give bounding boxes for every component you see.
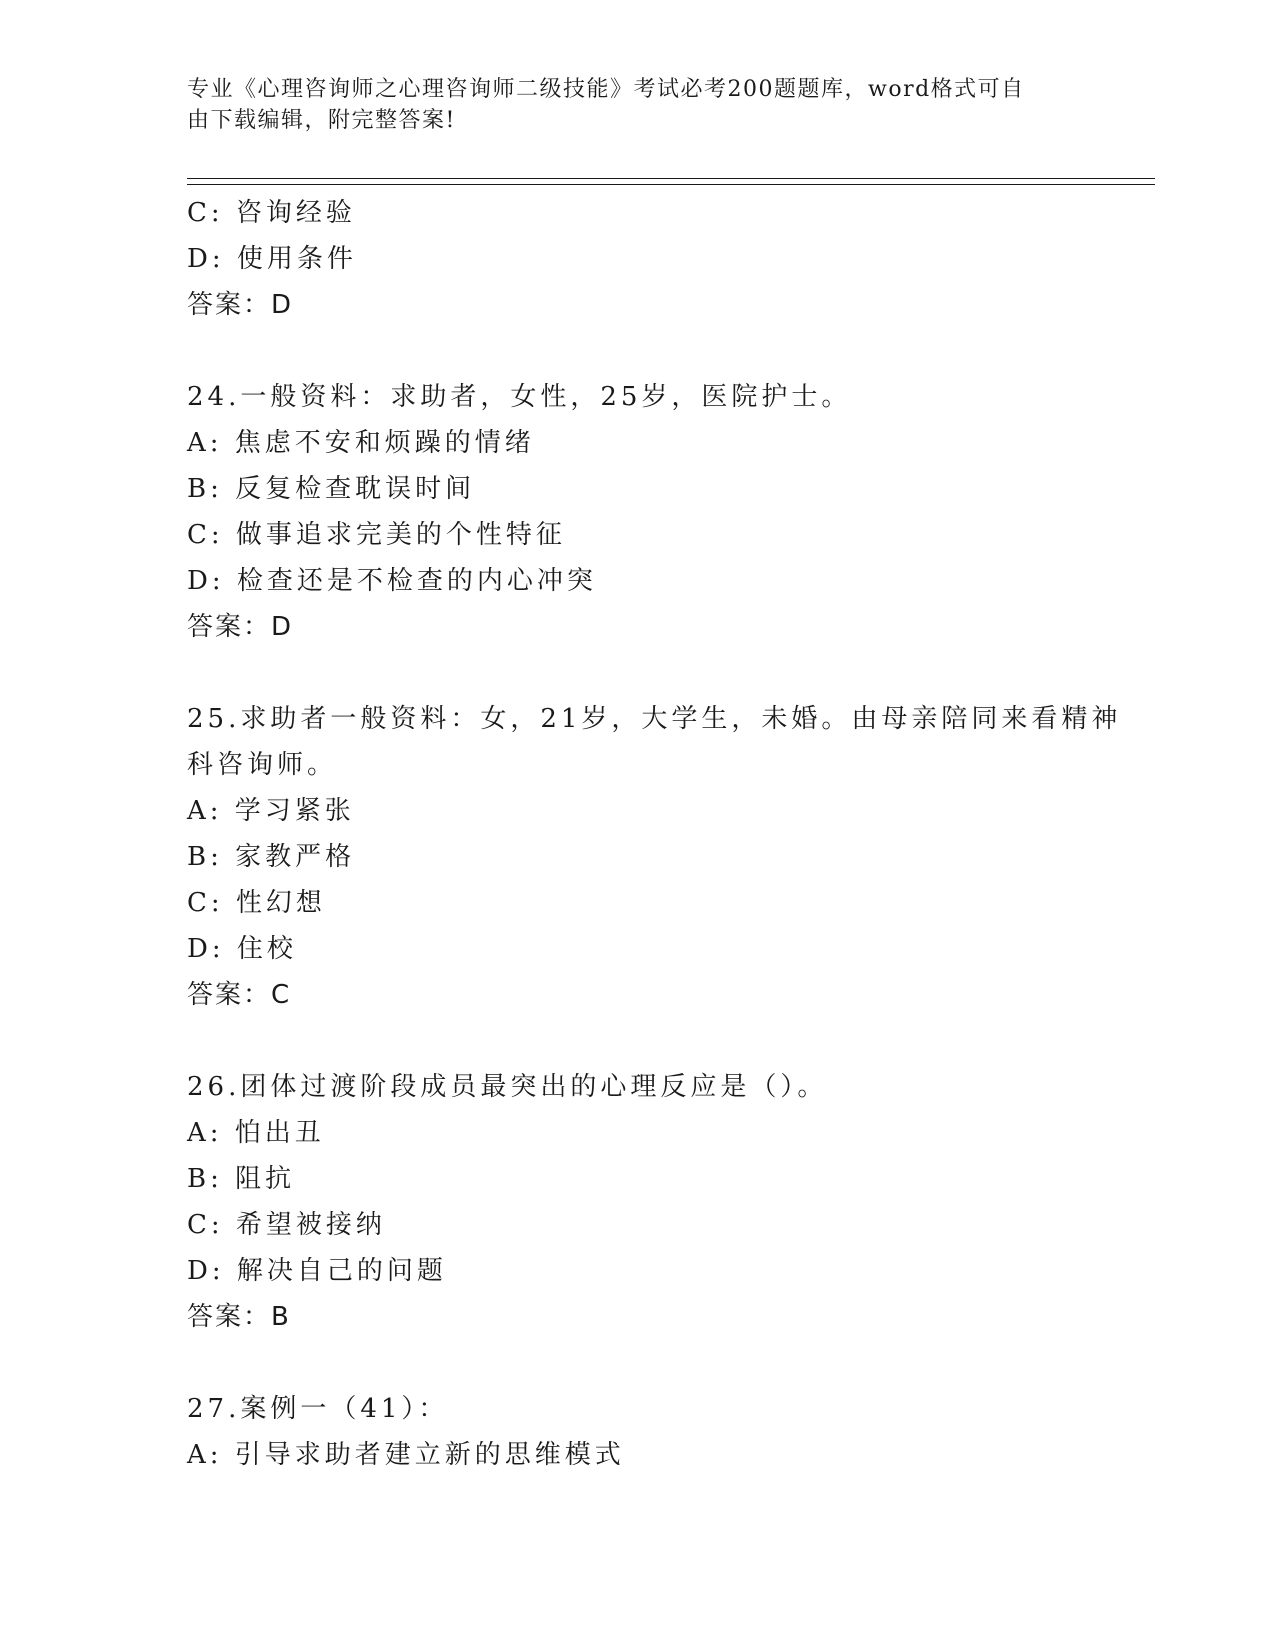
- question-stem: 27.案例一（41）：: [187, 1394, 449, 1424]
- question-list: [187, 190, 1122, 1478]
- option-c: C: 做事追求完美的个性特征: [187, 520, 566, 550]
- spacer: [187, 328, 1087, 374]
- header-line-2: 由下载编辑，附完整答案!: [187, 108, 456, 133]
- answer-line: 答案：D: [187, 612, 294, 642]
- question-fragment: [187, 190, 1087, 328]
- option-a: A: 引导求助者建立新的思维模式: [187, 1440, 625, 1470]
- option-a: A: 怕出丑: [187, 1118, 325, 1148]
- answer-line: 答案：B: [187, 1302, 291, 1332]
- answer-line: 答案：C: [187, 980, 292, 1010]
- spacer: [187, 1018, 1087, 1064]
- header-rule-bottom: [187, 184, 1155, 185]
- question-stem: 25.求助者一般资料：女，21岁，大学生，未婚。由母亲陪同来看精神: [187, 704, 1122, 734]
- option-a: A: 焦虑不安和烦躁的情绪: [187, 428, 535, 458]
- header-line-1: 专业《心理咨询师之心理咨询师二级技能》考试必考200题题库，word格式可自: [187, 77, 1025, 102]
- question-26: [187, 1064, 1087, 1340]
- option-c: C: 希望被接纳: [187, 1210, 386, 1240]
- option-d: D: 住校: [187, 934, 297, 964]
- answer-line: 答案：D: [187, 290, 294, 320]
- option-a: A: 学习紧张: [187, 796, 355, 826]
- header-rule-top: [187, 178, 1155, 179]
- option-c: C: 性幻想: [187, 888, 326, 918]
- option-d: D: 检查还是不检查的内心冲突: [187, 566, 597, 596]
- question-24: [187, 374, 1087, 650]
- document-header: [187, 74, 1067, 136]
- question-25: [187, 696, 1122, 1018]
- spacer: [187, 650, 1087, 696]
- option-b: B: 家教严格: [187, 842, 356, 872]
- option-c: C: 咨询经验: [187, 198, 356, 228]
- question-27: [187, 1386, 1087, 1478]
- spacer: [187, 1340, 1087, 1386]
- option-b: B: 阻抗: [187, 1164, 296, 1194]
- option-d: D: 解决自己的问题: [187, 1256, 447, 1286]
- question-stem-continued: 科咨询师。: [187, 750, 338, 780]
- option-d: D: 使用条件: [187, 244, 357, 274]
- question-stem: 24.一般资料：求助者，女性，25岁，医院护士。: [187, 382, 852, 412]
- option-b: B: 反复检查耽误时间: [187, 474, 476, 504]
- question-stem: 26.团体过渡阶段成员最突出的心理反应是（）。: [187, 1072, 828, 1102]
